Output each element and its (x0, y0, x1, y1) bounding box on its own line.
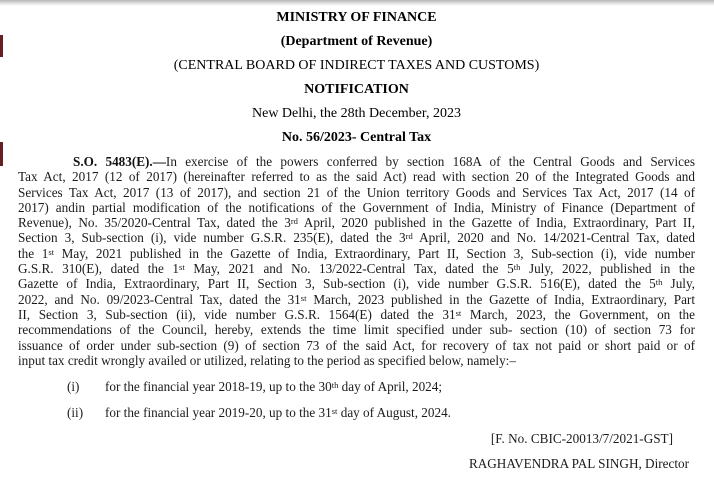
notification-heading: NOTIFICATION (304, 82, 409, 97)
list-marker: (ii) (67, 405, 84, 421)
place-date-line: New Delhi, the 28th December, 2023 (252, 106, 461, 121)
board-subtitle: (CENTRAL BOARD OF INDIRECT TAXES AND CUSTOMS) (173, 58, 540, 73)
paragraph-line: 2017) andin partial modification of the notifications of the Government of India, Ministry of Finance (Department of (18, 199, 695, 215)
file-number: [F. No. CBIC-20013/7/2021-GST] (490, 431, 673, 447)
paragraph-line: Services Tax Act, 2017 (13 of 2017), and section 21 of the Union territory Goods and Services Tax Act, 2017 (14 of (18, 184, 695, 200)
paragraph-line: Tax Act, 2017 (12 of 2017) (hereinafter referred to as the said Act) read with section 20 of the Integrated Goods and (18, 169, 695, 185)
paragraph-line: recommendations of the Council, hereby, extends the time limit specified under sub- section (10) of section 73 for (18, 322, 695, 338)
notification-paragraph (18, 154, 695, 368)
list-item-text: for the financial year 2019-20, up to the 31st day of August, 2024. (105, 405, 451, 421)
list-item (18, 379, 695, 395)
paragraph-line: input tax credit wrongly availed or utilized, relating to the period as specified below, namely:– (18, 352, 516, 368)
paragraph-line: Revenue), No. 35/2020-Central Tax, dated the 3rd April, 2020 published in the Gazette of India, Extraordinary, Part II, (18, 215, 695, 231)
paragraph-line: G.S.R. 310(E), dated the 1st May, 2021 and No. 13/2022-Central Tax, dated the 5th July, 2022, published in the (18, 261, 695, 277)
paragraph-line: Gazette of India, Extraordinary, Part II, Section 3, Sub-section (i), vide number G.S.R. 516(E), dated the 5th July, (18, 276, 695, 292)
top-edge-shade (0, 0, 714, 6)
list-marker: (i) (67, 379, 80, 395)
list-item-text: for the financial year 2018-19, up to the 30th day of April, 2024; (105, 379, 443, 395)
paragraph-line: 2022, and No. 09/2023-Central Tax, dated the 31st March, 2023 published in the Gazette of India, Extraordinary, Part (18, 291, 695, 307)
ministry-title: MINISTRY OF FINANCE (276, 10, 437, 25)
document-content (0, 10, 714, 472)
period-extension-list (18, 379, 695, 421)
paragraph-line: II, Section 3, Sub-section (ii), vide number G.S.R. 1564(E) dated the 31st March, 2023, the Government, on the (18, 306, 695, 322)
department-subtitle: (Department of Revenue) (280, 34, 433, 49)
paragraph-line: issuance of order under sub-section (9) of section 73 of the said Act, for recovery of tax not paid or short paid or of (18, 337, 695, 353)
paragraph-line: the 1st May, 2021 published in the Gazette of India, Extraordinary, Part II, Section 3, Sub-section (i), vide number (18, 245, 695, 261)
paragraph-line: Section 3, Sub-section (i), vide number G.S.R. 235(E), dated the 3rd April, 2020 and No. 14/2021-Central Tax, dated (18, 230, 695, 246)
paragraph-line: S.O. 5483(E).—In exercise of the powers conferred by section 168A of the Central Goods and Services (73, 154, 696, 169)
list-item (18, 405, 695, 421)
signatory-line: RAGHAVENDRA PAL SINGH, Director (468, 456, 689, 472)
notification-number: No. 56/2023- Central Tax (281, 130, 432, 145)
